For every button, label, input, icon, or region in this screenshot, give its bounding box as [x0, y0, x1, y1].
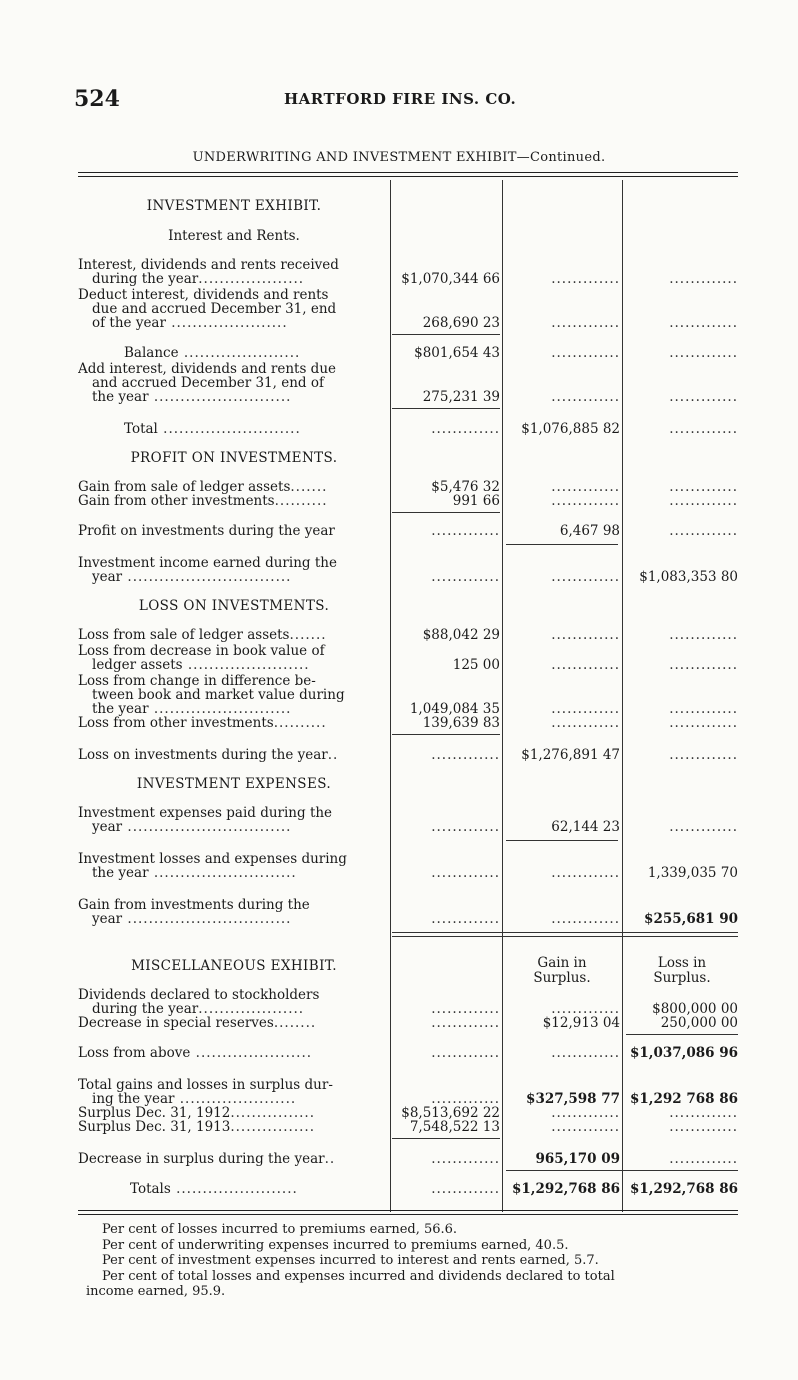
value-balance: $801,654 43	[414, 346, 500, 360]
value-add: 275,231 39	[422, 390, 500, 404]
footer-note-total-b: income earned, 95.9.	[86, 1284, 226, 1299]
section-expenses: INVESTMENT EXPENSES.	[136, 776, 332, 792]
bottom-rule	[78, 1210, 738, 1211]
value-total-losses: $1,292 768 86	[629, 1092, 738, 1106]
value-gain-other: 991 66	[452, 494, 500, 508]
value-loss-change: 1,049,084 35	[409, 702, 500, 716]
value-totals-gain: $1,292,768 86	[511, 1182, 620, 1196]
section-profit: PROFIT ON INVESTMENTS.	[130, 450, 338, 466]
value-reserves-gain: $12,913 04	[542, 1016, 620, 1030]
value-expenses-paid: 62,144 23	[551, 820, 620, 834]
value-decrease-surplus: 965,170 09	[535, 1152, 620, 1166]
value-losses-expenses: 1,339,035 70	[647, 866, 738, 880]
value-surplus-1912: $8,513,692 22	[401, 1106, 500, 1120]
column-divider-3	[622, 180, 623, 1212]
value-loss-other: 139,639 83	[422, 716, 500, 730]
value-gain-ledger: $5,476 32	[431, 480, 500, 494]
value-dividends: $800,000 00	[652, 1002, 738, 1016]
value-total-gains: $327,598 77	[526, 1092, 620, 1106]
running-title: HARTFORD FIRE INS. CO.	[284, 90, 517, 108]
value-loss-year: $1,276,891 47	[521, 748, 620, 762]
value-loss-above: $1,037,086 96	[629, 1046, 738, 1060]
value-total: $1,076,885 82	[521, 422, 620, 436]
value-totals-loss: $1,292,768 86	[629, 1182, 738, 1196]
column-header-loss: Loss in Surplus.	[653, 955, 711, 986]
value-deduct: 268,690 23	[422, 316, 500, 330]
bottom-rule-2	[78, 1214, 738, 1215]
top-rule-2	[78, 176, 738, 177]
value-interest-received: $1,070,344 66	[401, 272, 500, 286]
value-reserves-loss: 250,000 00	[660, 1016, 738, 1030]
value-surplus-1913: 7,548,522 13	[409, 1120, 500, 1134]
subheading-interest-rents: Interest and Rents.	[168, 228, 300, 244]
footer-note-underwriting: Per cent of underwriting expenses incurred to premiums earned, 40.5.	[102, 1237, 569, 1253]
value-profit-year: 6,467 98	[559, 524, 620, 538]
page-header	[74, 86, 754, 110]
section-investment-exhibit: INVESTMENT EXHIBIT.	[146, 198, 322, 214]
top-rule	[78, 172, 738, 173]
value-gain-investments: $255,681 90	[644, 912, 738, 926]
column-divider-1	[390, 180, 391, 1212]
value-income-earned: $1,083,353 80	[639, 570, 738, 584]
footer-note-investment: Per cent of investment expenses incurred to interest and rents earned, 5.7.	[102, 1253, 599, 1268]
footer-note-losses: Per cent of losses incurred to premiums earned, 56.6.	[102, 1222, 458, 1237]
section-loss: LOSS ON INVESTMENTS.	[138, 598, 330, 614]
exhibit-subtitle: UNDERWRITING AND INVESTMENT EXHIBIT—Continued.	[192, 150, 606, 165]
footer-note-total-a: Per cent of total losses and expenses incurred and dividends declared to total	[102, 1268, 615, 1284]
page-number: 524	[74, 86, 120, 112]
value-loss-ledger: $88,042 29	[422, 628, 500, 642]
column-divider-2	[502, 180, 503, 1212]
column-header-gain: Gain in Surplus.	[533, 955, 591, 986]
footer-notes	[86, 1222, 746, 1300]
section-misc: MISCELLANEOUS EXHIBIT.	[131, 958, 337, 974]
value-loss-decrease: 125 00	[452, 658, 500, 672]
